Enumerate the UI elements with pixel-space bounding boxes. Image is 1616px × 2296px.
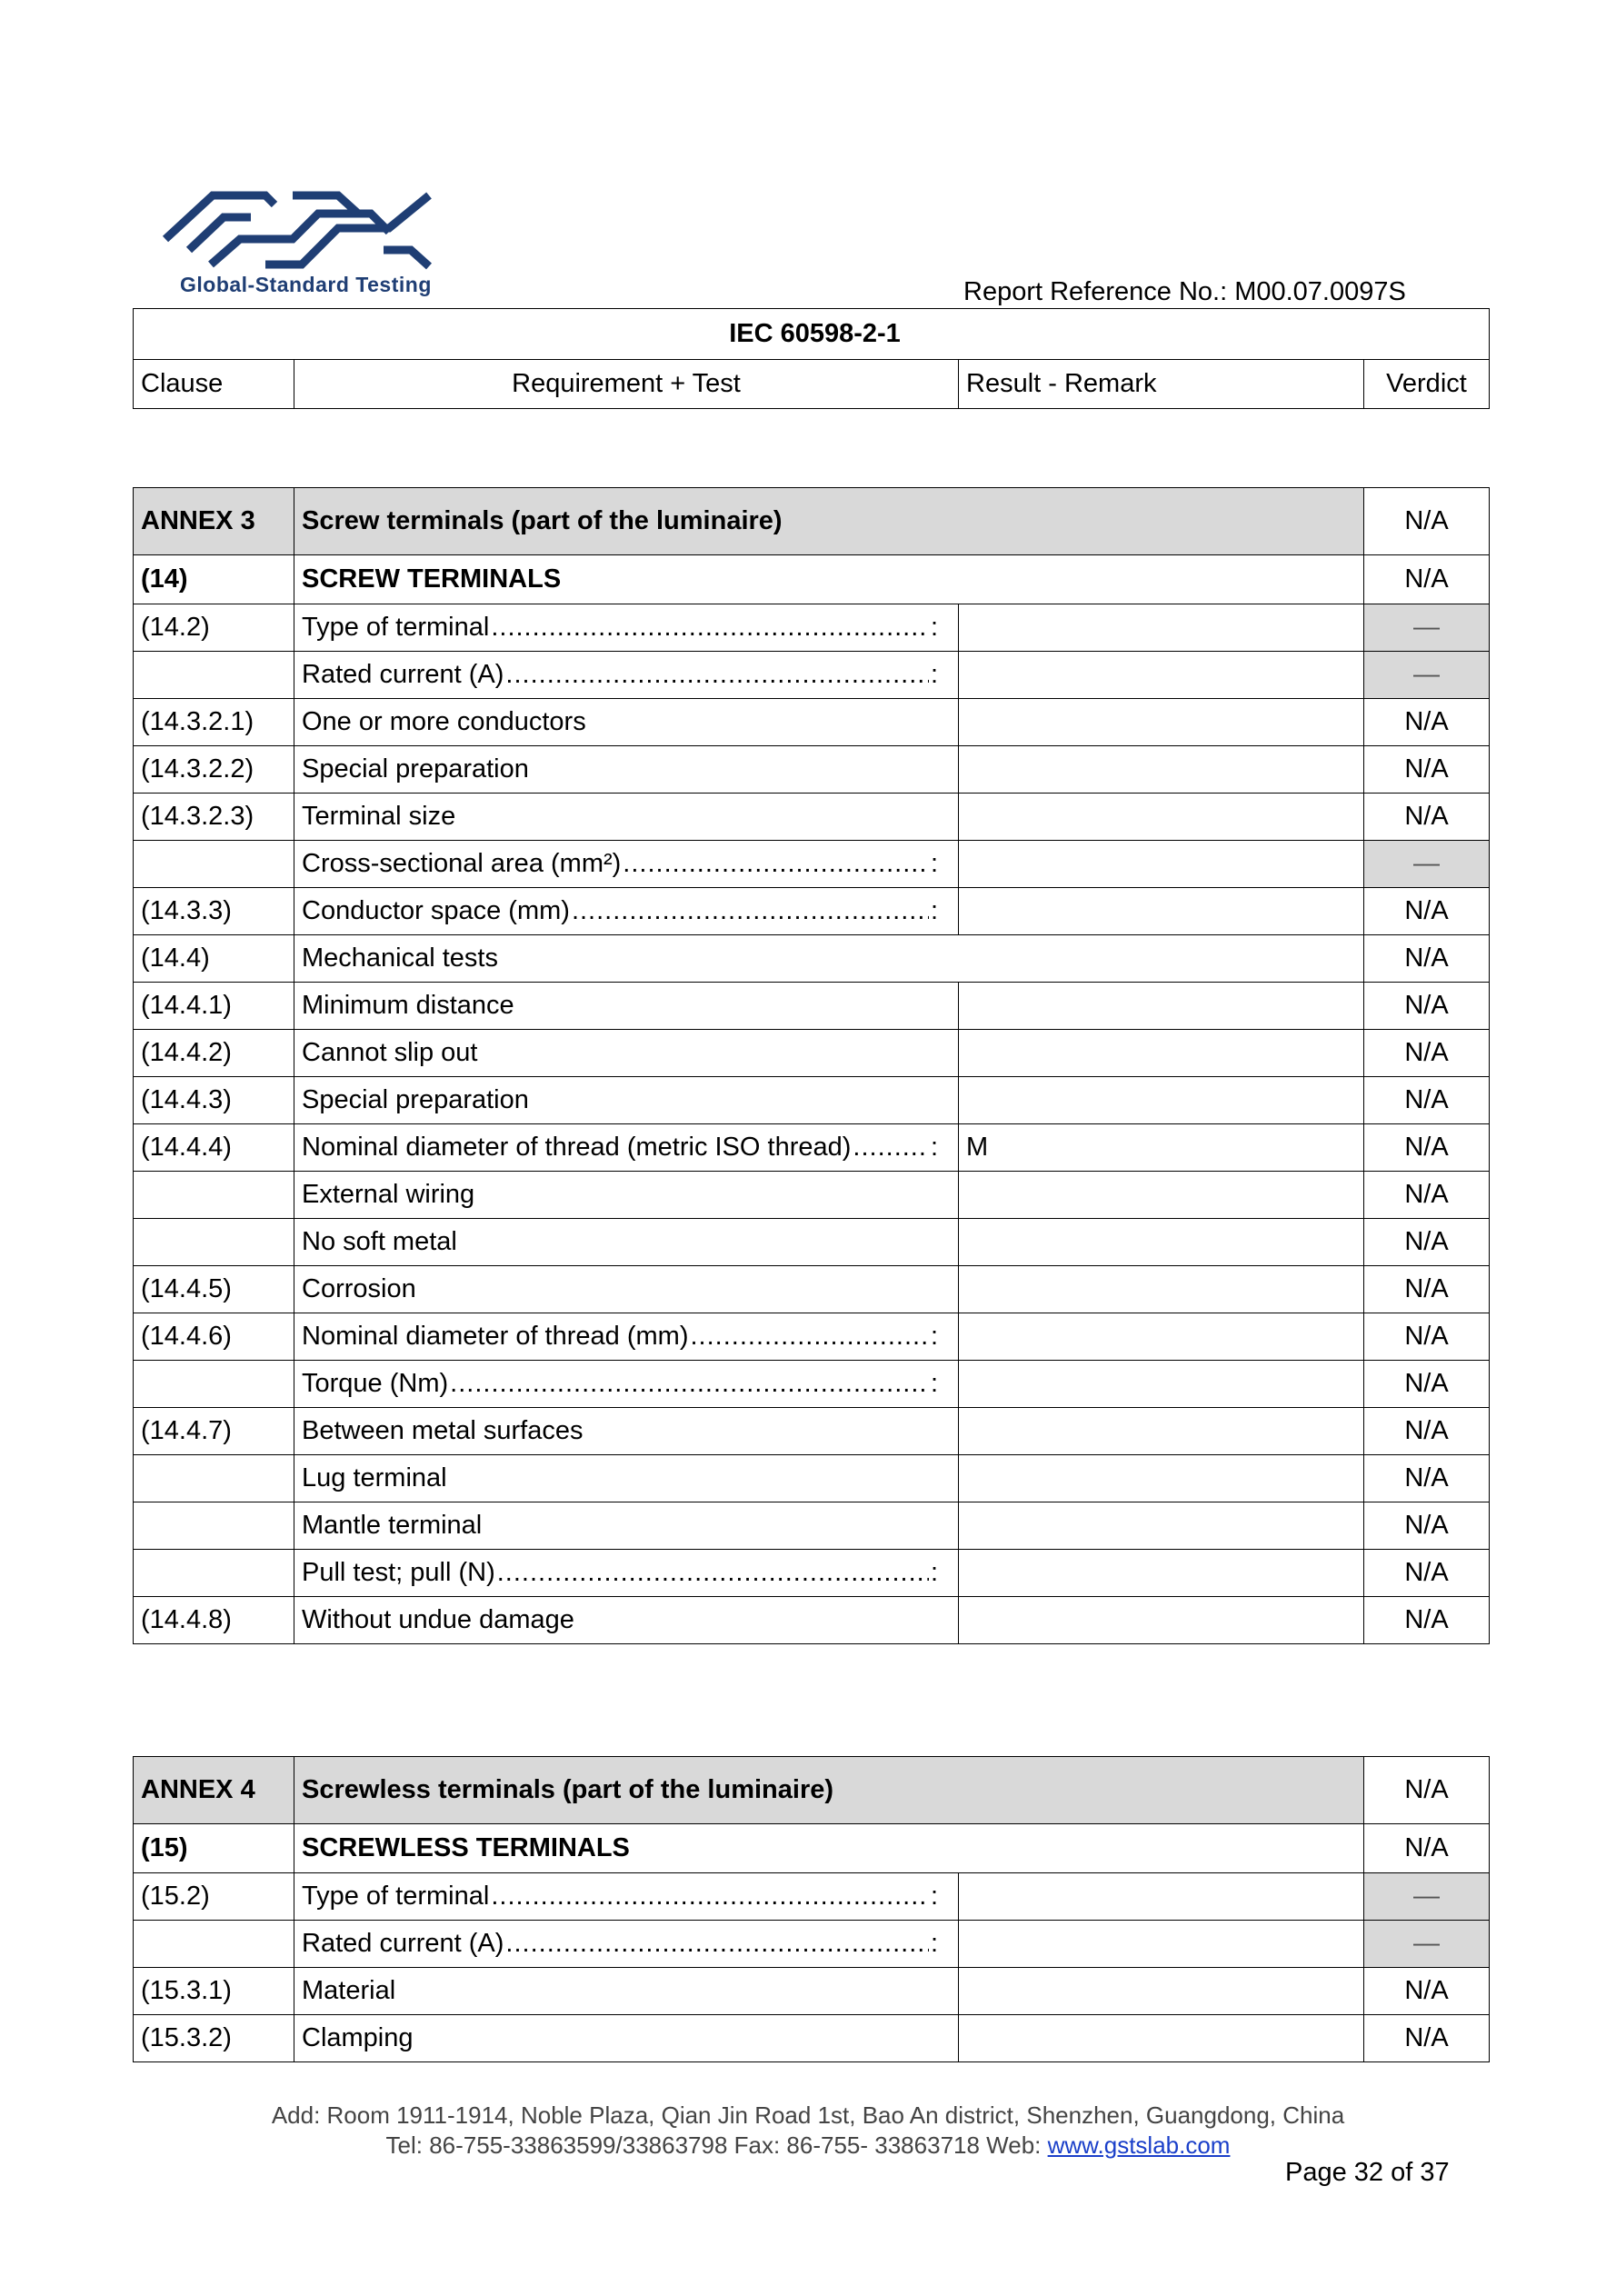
section-row	[134, 1824, 1490, 1873]
requirement-label: Rated current (A)	[302, 1929, 504, 1958]
row-requirement	[294, 1873, 959, 1921]
table-row	[134, 2015, 1490, 2062]
row-clause: (14.4.6)	[134, 1313, 294, 1361]
row-clause: (14.3.2.2)	[134, 746, 294, 794]
row-requirement: Material	[294, 1968, 959, 2015]
table-row	[134, 1408, 1490, 1455]
row-result	[959, 746, 1364, 794]
requirement-label: Nominal diameter of thread (metric ISO thread)	[302, 1133, 852, 1162]
row-result	[959, 1550, 1364, 1597]
table-row	[134, 794, 1490, 841]
col-clause: Clause	[134, 360, 294, 409]
row-verdict: N/A	[1364, 1502, 1490, 1550]
section-verdict: N/A	[1364, 1824, 1490, 1873]
row-verdict: N/A	[1364, 1266, 1490, 1313]
requirement-label: Type of terminal	[302, 1882, 490, 1911]
row-verdict: N/A	[1364, 1219, 1490, 1266]
row-verdict: N/A	[1364, 746, 1490, 794]
row-clause: (14.3.2.1)	[134, 699, 294, 746]
row-verdict: N/A	[1364, 1030, 1490, 1077]
table-row	[134, 1219, 1490, 1266]
row-verdict: —	[1364, 652, 1490, 699]
colon: :	[930, 896, 938, 925]
row-requirement: External wiring	[294, 1172, 959, 1219]
row-verdict: —	[1364, 1921, 1490, 1968]
requirement-label: Cross-sectional area (mm²)	[302, 849, 622, 878]
annex-title: Screwless terminals (part of the luminaire)	[294, 1757, 1364, 1824]
table-row	[134, 1172, 1490, 1219]
standard-title: IEC 60598-2-1	[134, 309, 1490, 360]
table-row	[134, 1550, 1490, 1597]
row-result	[959, 888, 1364, 935]
row-requirement: Mechanical tests	[294, 935, 1364, 983]
logo-text: Global-Standard Testing	[180, 273, 432, 296]
colon: :	[930, 1322, 938, 1351]
row-result	[959, 841, 1364, 888]
row-clause: (14.4.1)	[134, 983, 294, 1030]
row-result	[959, 699, 1364, 746]
row-clause	[134, 1455, 294, 1502]
page-number: Page 32 of 37	[1285, 2158, 1450, 2187]
row-result	[959, 1266, 1364, 1313]
row-clause: (14.4.8)	[134, 1597, 294, 1644]
dot-leader	[491, 613, 929, 643]
footer-address: Add: Room 1911-1914, Noble Plaza, Qian Jin Road 1st, Bao An district, Shenzhen, Guangdong, China	[271, 2101, 1345, 2129]
row-clause	[134, 1502, 294, 1550]
col-requirement: Requirement + Test	[294, 360, 959, 409]
row-requirement	[294, 652, 959, 699]
dot-leader	[853, 1133, 929, 1163]
annex-header-row	[134, 488, 1490, 555]
colon: :	[930, 1929, 938, 1958]
row-clause: (15.2)	[134, 1873, 294, 1921]
report-reference: Report Reference No.: M00.07.0097S	[963, 277, 1406, 306]
row-requirement	[294, 841, 959, 888]
footer-web-link[interactable]: www.gstslab.com	[1047, 2131, 1231, 2159]
row-requirement	[294, 1361, 959, 1408]
row-clause: (14.4.7)	[134, 1408, 294, 1455]
row-result	[959, 1077, 1364, 1124]
row-requirement: Cannot slip out	[294, 1030, 959, 1077]
section-verdict: N/A	[1364, 555, 1490, 604]
row-verdict: N/A	[1364, 1077, 1490, 1124]
row-result	[959, 1313, 1364, 1361]
table-row	[134, 1077, 1490, 1124]
col-verdict: Verdict	[1364, 360, 1490, 409]
row-verdict: N/A	[1364, 2015, 1490, 2062]
row-verdict: N/A	[1364, 1124, 1490, 1172]
row-clause: (14.4)	[134, 935, 294, 983]
table-row	[134, 935, 1490, 983]
row-result	[959, 1030, 1364, 1077]
dot-leader	[450, 1369, 929, 1399]
table-row	[134, 1030, 1490, 1077]
row-clause	[134, 841, 294, 888]
row-result	[959, 652, 1364, 699]
row-verdict: N/A	[1364, 1408, 1490, 1455]
colon: :	[930, 849, 938, 878]
row-requirement	[294, 604, 959, 652]
row-verdict: N/A	[1364, 699, 1490, 746]
dot-leader	[505, 660, 929, 690]
row-verdict: —	[1364, 841, 1490, 888]
requirement-label: Torque (Nm)	[302, 1369, 449, 1398]
section-row	[134, 555, 1490, 604]
row-verdict: N/A	[1364, 1455, 1490, 1502]
row-clause	[134, 652, 294, 699]
row-result	[959, 1219, 1364, 1266]
row-requirement: Without undue damage	[294, 1597, 959, 1644]
row-clause: (14.4.4)	[134, 1124, 294, 1172]
row-verdict: N/A	[1364, 1313, 1490, 1361]
row-requirement: Clamping	[294, 2015, 959, 2062]
dot-leader	[491, 1882, 929, 1912]
row-result	[959, 1597, 1364, 1644]
colon: :	[930, 1369, 938, 1398]
footer-tel-fax: Tel: 86-755-33863599/33863798 Fax: 86-755- 33863718 Web:	[385, 2131, 1048, 2159]
table-row	[134, 604, 1490, 652]
header-table	[133, 308, 1490, 409]
row-result: M	[959, 1124, 1364, 1172]
row-requirement: Between metal surfaces	[294, 1408, 959, 1455]
row-requirement	[294, 1313, 959, 1361]
table-row	[134, 652, 1490, 699]
dot-leader	[623, 849, 929, 879]
row-verdict: N/A	[1364, 1550, 1490, 1597]
row-clause	[134, 1361, 294, 1408]
annex3-table	[133, 487, 1490, 1644]
table-row	[134, 1455, 1490, 1502]
col-result: Result - Remark	[959, 360, 1364, 409]
row-clause: (14.4.3)	[134, 1077, 294, 1124]
row-verdict: N/A	[1364, 888, 1490, 935]
row-verdict: N/A	[1364, 794, 1490, 841]
footer-contact	[0, 2131, 1616, 2160]
annex-clause: ANNEX 4	[134, 1757, 294, 1824]
row-requirement: One or more conductors	[294, 699, 959, 746]
row-clause: (14.2)	[134, 604, 294, 652]
row-verdict: N/A	[1364, 1968, 1490, 2015]
table-row	[134, 983, 1490, 1030]
row-result	[959, 794, 1364, 841]
row-clause: (14.3.3)	[134, 888, 294, 935]
row-result	[959, 2015, 1364, 2062]
table-row	[134, 1597, 1490, 1644]
table-row	[134, 1968, 1490, 2015]
row-clause: (15.3.1)	[134, 1968, 294, 2015]
row-requirement: Mantle terminal	[294, 1502, 959, 1550]
row-verdict: N/A	[1364, 1172, 1490, 1219]
row-requirement	[294, 1921, 959, 1968]
row-clause	[134, 1219, 294, 1266]
table-row	[134, 841, 1490, 888]
table-row	[134, 699, 1490, 746]
annex-header-row	[134, 1757, 1490, 1824]
table-row	[134, 1502, 1490, 1550]
annex4-table	[133, 1756, 1490, 2062]
row-result	[959, 1968, 1364, 2015]
colon: :	[930, 1882, 938, 1911]
row-requirement: Special preparation	[294, 746, 959, 794]
section-clause: (14)	[134, 555, 294, 604]
table-row	[134, 1873, 1490, 1921]
requirement-label: Pull test; pull (N)	[302, 1558, 495, 1587]
row-result	[959, 983, 1364, 1030]
row-requirement	[294, 888, 959, 935]
row-clause	[134, 1172, 294, 1219]
annex-verdict: N/A	[1364, 488, 1490, 555]
colon: :	[930, 660, 938, 689]
requirement-label: Conductor space (mm)	[302, 896, 570, 925]
dot-leader	[690, 1322, 928, 1352]
table-row	[134, 1921, 1490, 1968]
section-title: SCREWLESS TERMINALS	[294, 1824, 1364, 1873]
dot-leader	[505, 1929, 929, 1959]
row-verdict: N/A	[1364, 983, 1490, 1030]
table-row	[134, 1266, 1490, 1313]
requirement-label: Nominal diameter of thread (mm)	[302, 1322, 689, 1351]
dot-leader	[497, 1558, 929, 1588]
annex-title: Screw terminals (part of the luminaire)	[294, 488, 1364, 555]
row-result	[959, 1455, 1364, 1502]
row-requirement: Minimum distance	[294, 983, 959, 1030]
row-requirement: Corrosion	[294, 1266, 959, 1313]
row-requirement	[294, 1124, 959, 1172]
row-verdict: N/A	[1364, 935, 1490, 983]
table-row	[134, 1361, 1490, 1408]
row-clause: (14.4.2)	[134, 1030, 294, 1077]
row-requirement: Special preparation	[294, 1077, 959, 1124]
row-result	[959, 1172, 1364, 1219]
row-result	[959, 1361, 1364, 1408]
row-requirement: Lug terminal	[294, 1455, 959, 1502]
row-verdict: N/A	[1364, 1597, 1490, 1644]
row-clause	[134, 1550, 294, 1597]
annex-verdict: N/A	[1364, 1757, 1490, 1824]
row-clause: (14.4.5)	[134, 1266, 294, 1313]
requirement-label: Rated current (A)	[302, 660, 504, 689]
annex-clause: ANNEX 3	[134, 488, 294, 555]
row-clause: (14.3.2.3)	[134, 794, 294, 841]
requirement-label: Type of terminal	[302, 613, 490, 642]
colon: :	[930, 1133, 938, 1162]
section-clause: (15)	[134, 1824, 294, 1873]
row-result	[959, 1921, 1364, 1968]
row-clause	[134, 1921, 294, 1968]
row-requirement	[294, 1550, 959, 1597]
row-verdict: N/A	[1364, 1361, 1490, 1408]
row-verdict: —	[1364, 604, 1490, 652]
row-requirement: No soft metal	[294, 1219, 959, 1266]
row-result	[959, 604, 1364, 652]
colon: :	[930, 1558, 938, 1587]
table-row	[134, 1124, 1490, 1172]
row-verdict: —	[1364, 1873, 1490, 1921]
row-clause: (15.3.2)	[134, 2015, 294, 2062]
row-result	[959, 1408, 1364, 1455]
row-result	[959, 1873, 1364, 1921]
table-row	[134, 888, 1490, 935]
row-requirement: Terminal size	[294, 794, 959, 841]
table-row	[134, 1313, 1490, 1361]
section-title: SCREW TERMINALS	[294, 555, 1364, 604]
dot-leader	[572, 896, 929, 926]
row-result	[959, 1502, 1364, 1550]
table-row	[134, 746, 1490, 794]
colon: :	[930, 613, 938, 642]
